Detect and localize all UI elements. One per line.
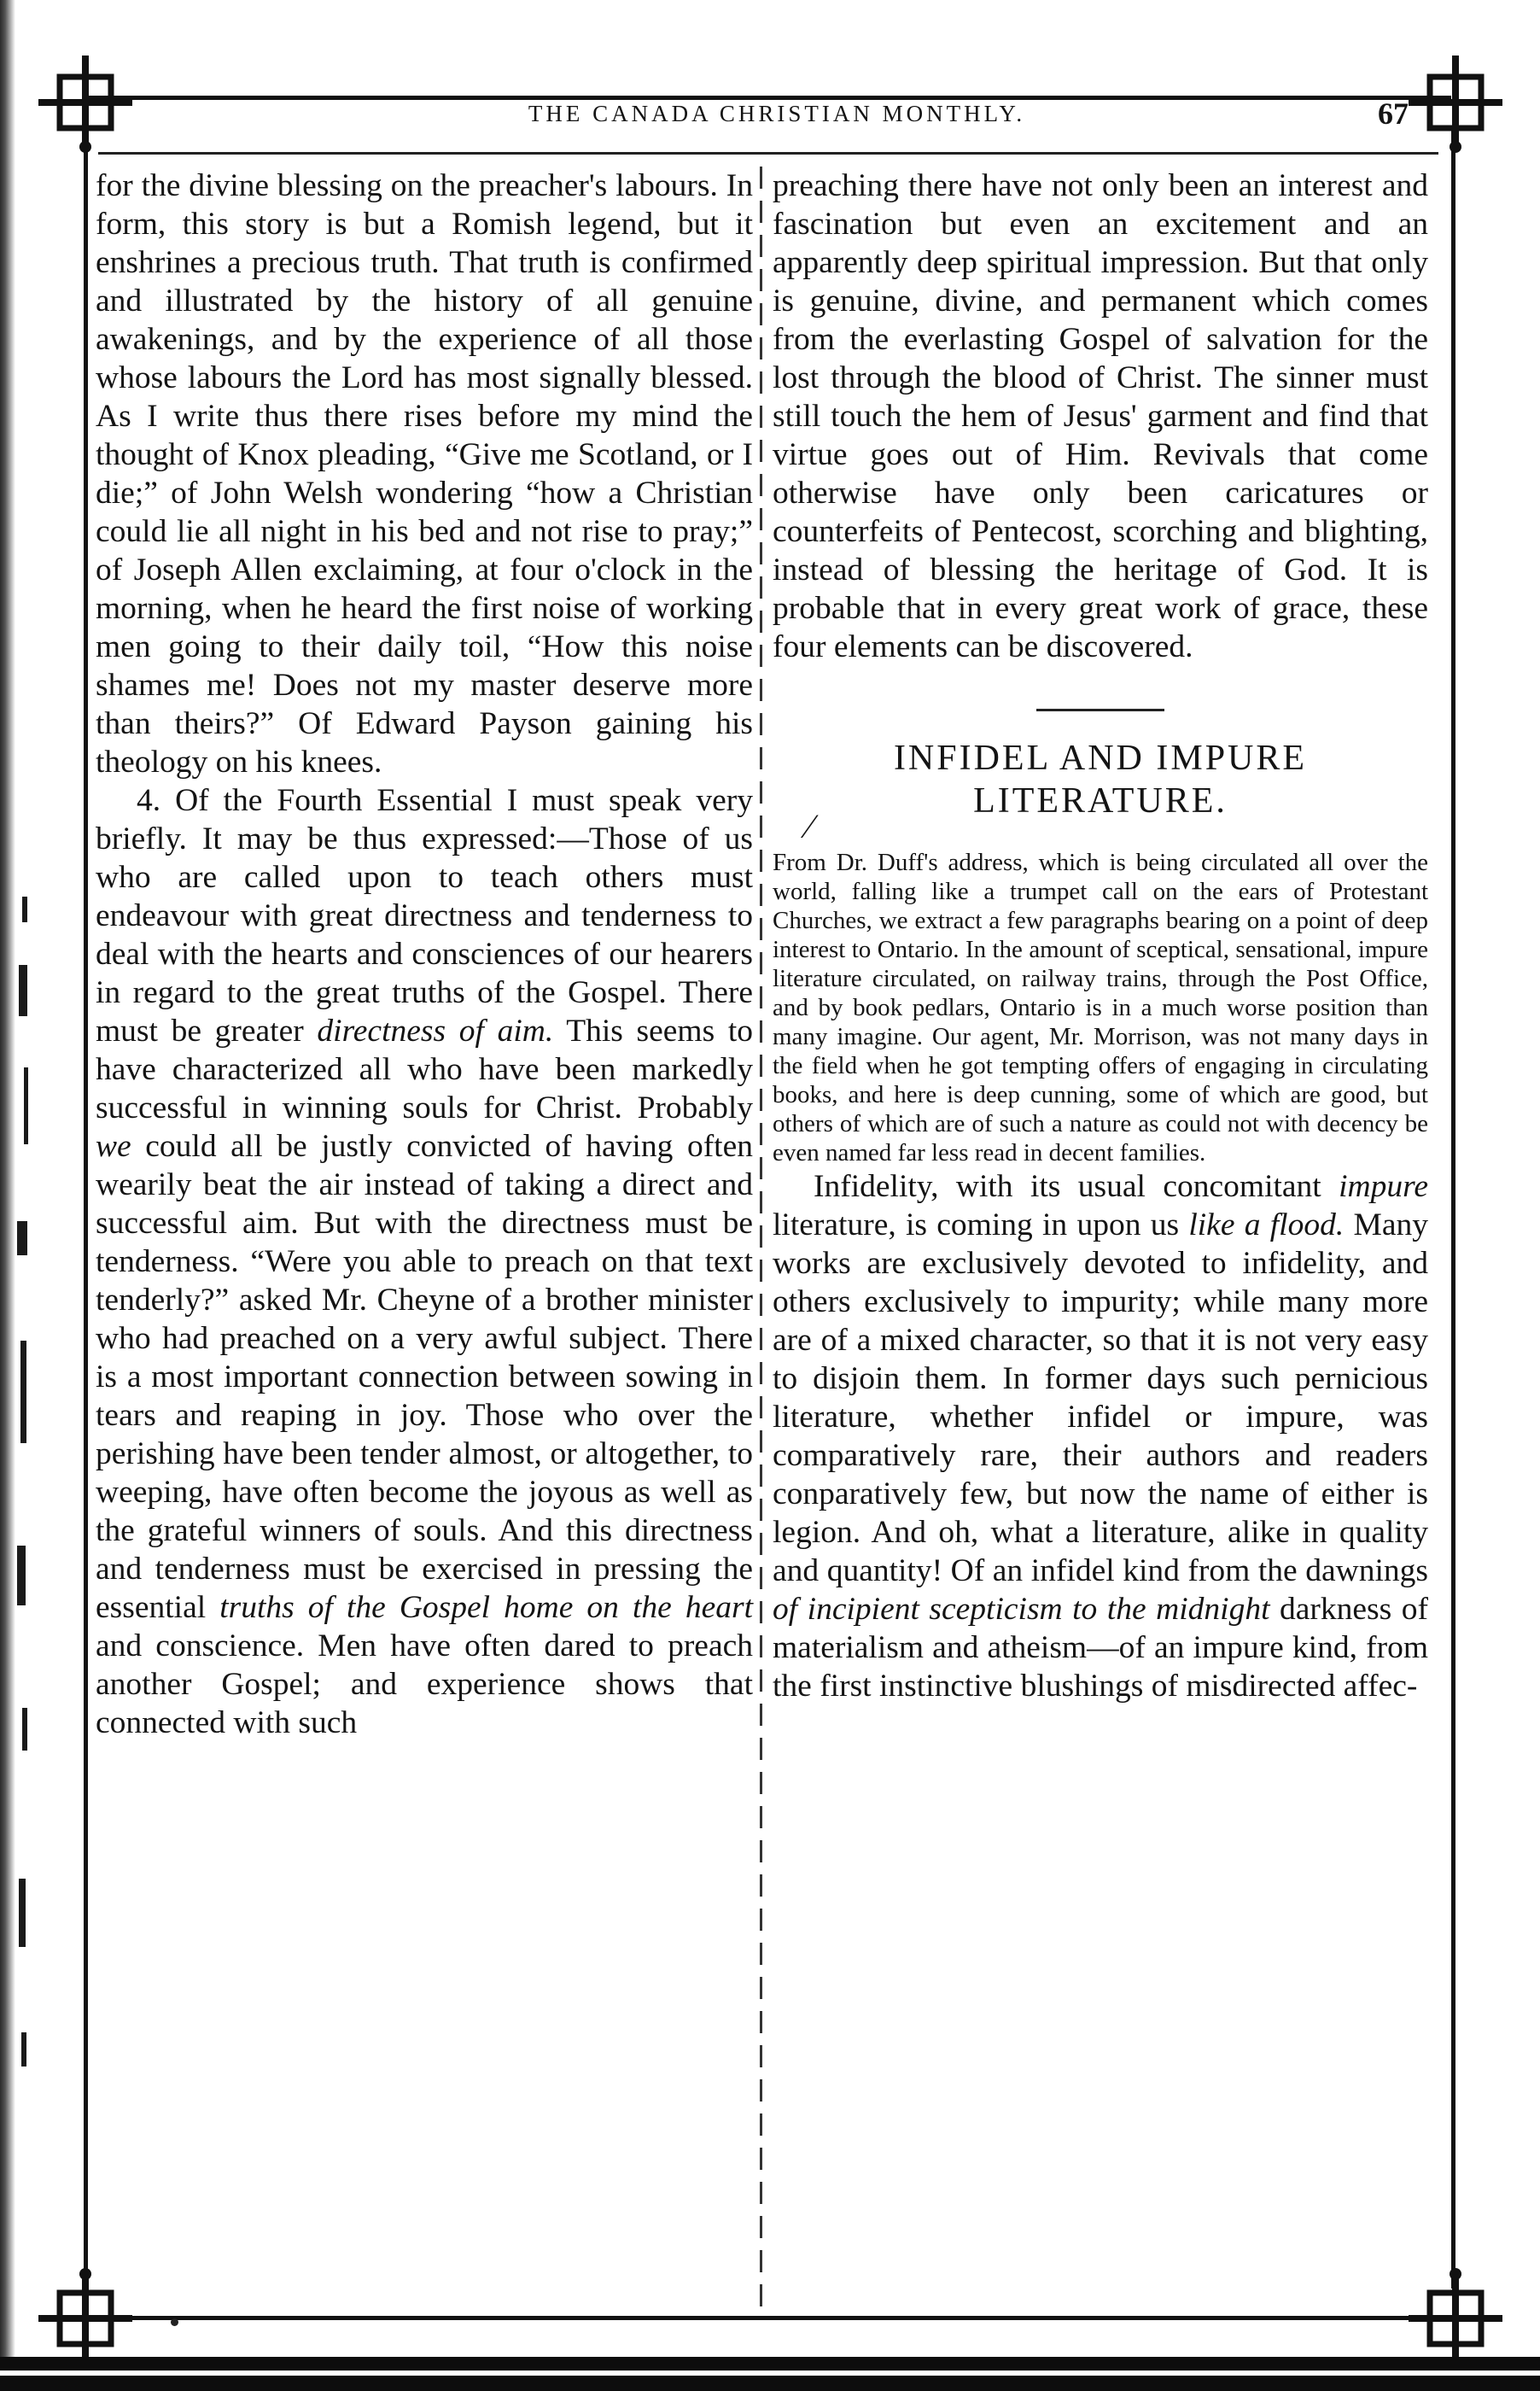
text-run: 4. Of the Fourth Essential I must speak very briefly. It may be thus expressed:—Those of us who are called upon to teach others must endeavour with great directness and tenderness to deal with the hearts and consciences of our hearers in regard to the great truths of the Gospel. There must be greater	[96, 783, 753, 1049]
bottom-border-line	[85, 2316, 1451, 2320]
italic-phrase: directness of aim.	[317, 1014, 554, 1049]
left-paragraph: for the divine blessing on the preacher's labours. In form, this story is but a Romish legend, but it enshrines a precious truth. That truth is confirmed and illustrated by the history of all genuine awakenings, and by the experience of all those whose labours the Lord has most signally blessed. As I write thus there rises before my mind the thought of Knox pleading, “Give me Scotland, or I die;” of John Welsh wondering “how a Christian could lie all night in his bed and not rise to pray;” of Joseph Allen exclaiming, at four o'clock in the morning, when he heard the first noise of working men going to their daily toil, “How this noise shames me! Does not my master deserve more than theirs?” Of Edward Payson gaining his theology on his knees.	[96, 168, 753, 780]
corner-ornament-bottom-left	[34, 2267, 137, 2370]
italic-phrase: of incipient scepticism to the midnight	[773, 1592, 1270, 1627]
corner-ornament-bottom-right	[1404, 2267, 1507, 2370]
text-run: and conscience. Men have often dared to preach another Gospel; and experience shows that connected with such	[96, 1628, 753, 1740]
italic-phrase: we	[96, 1129, 131, 1164]
running-title: THE CANADA CHRISTIAN MONTHLY.	[528, 101, 1026, 126]
continuation-paragraph: preaching there have not only been an interest and fascination but even an excitement and an apparently deep spiritual impression. But that only is genuine, divine, and permanent which comes from the everlasting Gospel of salvation for the lost through the blood of Christ. The sinner must still touch the hem of Jesus' garment and find that virtue goes out of Him. Revivals that come otherwise have only been caricatures or counterfeits of Pentecost, scorching and blighting, instead of blessing the heritage of God. It is probable that in every great work of grace, these four elements can be discovered.	[773, 168, 1428, 664]
left-column	[96, 167, 753, 1742]
top-border-line	[85, 96, 1451, 100]
header-rule	[98, 152, 1438, 155]
ink-spot	[171, 2318, 178, 2326]
text-run: This seems to have characterized all who have been markedly successful in winning souls for Christ. Probably	[96, 1014, 754, 1125]
intro-note: From Dr. Duff's address, which is being circulated all over the world, falling like a trumpet call on the ears of Protestant Churches, we extract a few paragraphs bearing on a point of deep interest to Ontario. In the amount of sceptical, sensational, impure literature circulated, on railway trains, through the Post Office, and by book pedlars, Ontario is in a much worse position than many imagine. Our agent, Mr. Morrison, was not many days in the field when he got tempting offers of engaging in circulating books, and here is deep cunning, some of which are good, but others of which are of such a nature as could not with decency be even named far less read in decent families.	[773, 849, 1428, 1166]
section-title-line: INFIDEL AND IMPURE	[893, 739, 1308, 778]
page-header	[120, 96, 1434, 152]
text-run: darkness of materialism and atheism—of an impure kind, from the first instinctive blushings of misdirected affec-	[773, 1592, 1428, 1704]
body-paragraph	[773, 1167, 1428, 1705]
section-title	[773, 737, 1428, 822]
printer-mark: ⁄	[807, 807, 813, 845]
italic-phrase: impure	[1339, 1169, 1428, 1204]
section-title-line: LITERATURE.	[973, 781, 1228, 821]
text-run: could all be justly convicted of having often wearily beat the air instead of taking a direct and successful aim. But with the directness must be tenderness. “Were you able to preach on that text tenderly?” asked Mr. Cheyne of a brother minister who had preached on a very awful subject. There is a most important connection between sowing in tears and reaping in joy. Those who over the perishing have been tender almost, or altogether, to weeping, have often become the joyous as well as the grateful winners of souls. And this directness and tenderness must be exercised in pressing the essential	[96, 1129, 753, 1625]
page-number: 67	[1378, 96, 1409, 131]
fourth-essential-paragraph	[96, 781, 753, 1742]
italic-phrase: truths of the Gospel home on the heart	[219, 1590, 753, 1625]
text-run: literature, is coming in upon us	[773, 1207, 1189, 1242]
scan-edge	[0, 0, 15, 2391]
scan-noise	[17, 897, 51, 2178]
text-run: Infidelity, with its usual concomitant	[814, 1169, 1339, 1204]
right-column	[773, 167, 1428, 1705]
section-separator	[1036, 709, 1164, 711]
column-divider	[760, 167, 762, 2318]
right-border-line	[1451, 128, 1455, 2289]
scan-bottom-gap	[0, 2371, 1540, 2376]
italic-phrase: like a flood.	[1188, 1207, 1345, 1242]
left-border-line	[84, 128, 88, 2289]
text-run: Many works are exclusively devoted to infidelity, and others exclusively to impurity; while many more are of a mixed character, so that it is not very easy to disjoin them. In former days such pernicious literature, whether infidel or impure, was comparatively rare, their authors and readers conparatively few, but now the name of either is legion. And oh, what a literature, alike in quality and quantity! Of an infidel kind from the dawnings	[773, 1207, 1428, 1588]
